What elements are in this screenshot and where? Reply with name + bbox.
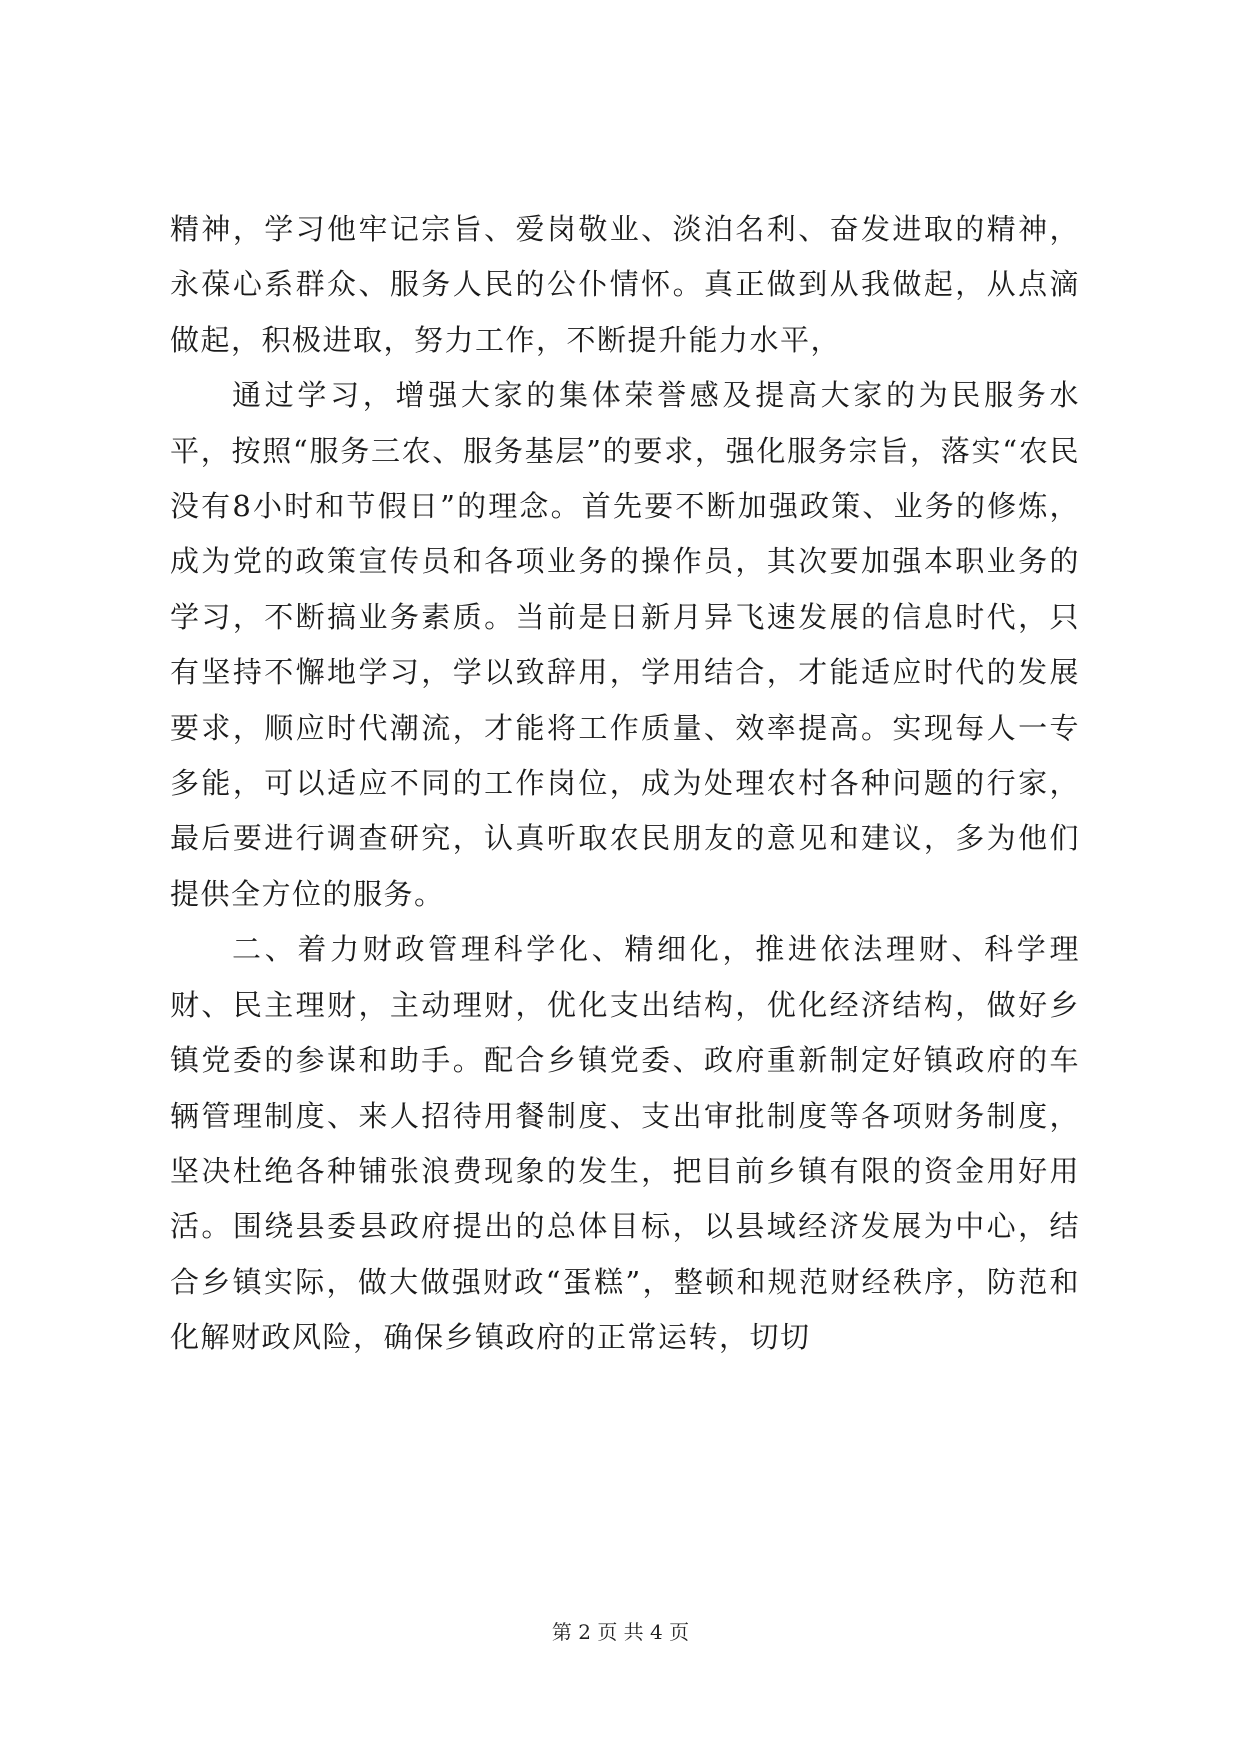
paragraph-2: 通过学习，增强大家的集体荣誉感及提高大家的为民服务水平，按照“服务三农、服务基层”的要求，强化服务宗旨，落实“农民没有8小时和节假日”的理念。首先要不断加强政策、业务的修炼，成为党的政策宣传员和各项业务的操作员，其次要加强本职业务的学习，不断搞业务素质。当前是日新月异飞速发展的信息时代，只有坚持不懈地学习，学以致辞用，学用结合，才能适应时代的发展要求，顺应时代潮流，才能将工作质量、效率提高。实现每人一专多能，可以适应不同的工作岗位，成为处理农村各种问题的行家，最后要进行调查研究，认真听取农民朋友的意见和建议，多为他们提供全方位的服务。 <box>170 378 1080 911</box>
paragraph-3: 二、着力财政管理科学化、精细化，推进依法理财、科学理财、民主理财，主动理财，优化支出结构，优化经济结构，做好乡镇党委的参谋和助手。配合乡镇党委、政府重新制定好镇政府的车辆管理制度、来人招待用餐制度、支出审批制度等各项财务制度，坚决杜绝各种铺张浪费现象的发生，把目前乡镇有限的资金用好用活。围绕县委县政府提出的总体目标，以县域经济发展为中心，结合乡镇实际，做大做强财政“蛋糕”，整顿和规范财经秩序，防范和化解财政风险，确保乡镇政府的正常运转，切切 <box>170 932 1080 1355</box>
document-body <box>170 202 1080 1366</box>
paragraph-1: 精神，学习他牢记宗旨、爱岗敬业、淡泊名利、奋发进取的精神，永葆心系群众、服务人民的公仆情怀。真正做到从我做起，从点滴做起，积极进取，努力工作，不断提升能力水平， <box>170 212 1080 357</box>
page-number-footer: 第 2 页 共 4 页 <box>551 1620 690 1644</box>
